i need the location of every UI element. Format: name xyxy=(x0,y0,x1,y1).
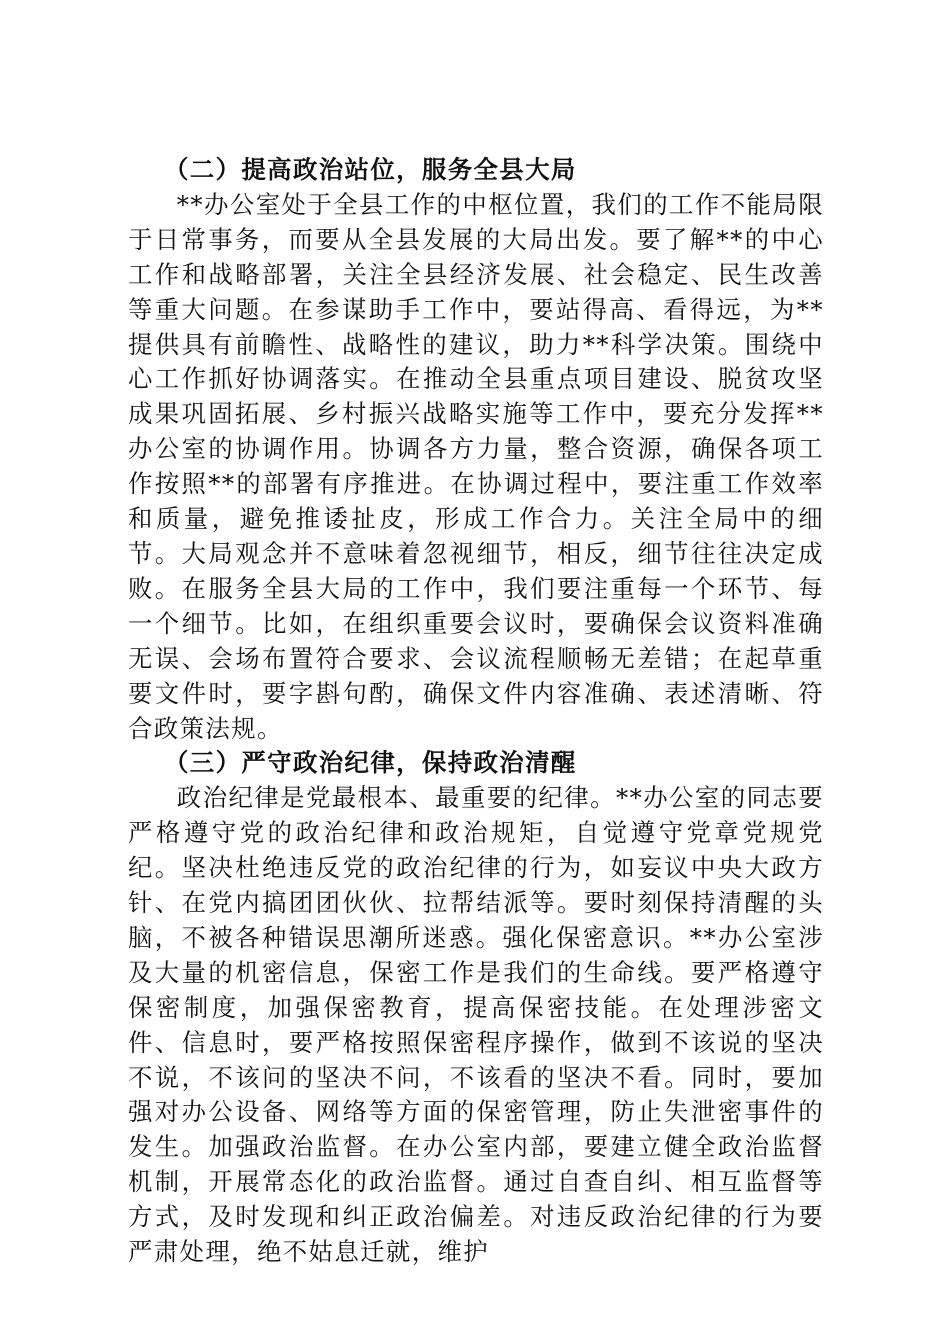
section-heading-2: （二）提高政治站位，服务全县大局 xyxy=(164,155,577,184)
section-paragraph-2: **办公室处于全县工作的中枢位置，我们的工作不能局限于日常事务，而要从全县发展的大局出发。要了解**的中心工作和战略部署，关注全县经济发展、社会稳定、民生改善等重大问题。在参谋助手工作中，要站得高、看得远，为**提供具有前瞻性、战略性的建议，助力**科学决策。围绕中心工作抓好协调落实。在推动全县重点项目建设、脱贫攻坚成果巩固拓展、乡村振兴战略实施等工作中，要充分发挥**办公室的协调作用。协调各方力量，整合资源，确保各项工作按照**的部署有序推进。在协调过程中，要注重工作效率和质量，避免推诿扯皮，形成工作合力。关注全局中的细节。大局观念并不意味着忽视细节，相反，细节往往决定成败。在服务全县大局的工作中，我们要注重每一个环节、每一个细节。比如，在组织重要会议时，要确保会议资料准确无误、会场布置符合要求、会议流程顺畅无差错；在起草重要文件时，要字斟句酌，确保文件内容准确、表述清晰、符合政策法规。 xyxy=(128,189,824,743)
section-heading-3: （三）严守政治纪律，保持政治清醒 xyxy=(164,748,577,778)
section-paragraph-3: 政治纪律是党最根本、最重要的纪律。**办公室的同志要严格遵守党的政治纪律和政治规矩，自觉遵守党章党规党纪。坚决杜绝违反党的政治纪律的行为，如妄议中央大政方针、在党内搞团团伙伙、拉帮结派等。要时刻保持清醒的头脑，不被各种错误思潮所迷惑。强化保密意识。**办公室涉及大量的机密信息，保密工作是我们的生命线。要严格遵守保密制度，加强保密教育，提高保密技能。在处理涉密文件、信息时，要严格按照保密程序操作，做到不该说的坚决不说，不该问的坚决不问，不该看的坚决不看。同时，要加强对办公设备、网络等方面的保密管理，防止失泄密事件的发生。加强政治监督。在办公室内部，要建立健全政治监督机制，开展常态化的政治监督。通过自查自纠、相互监督等方式，及时发现和纠正政治偏差。对违反政治纪律的行为要严肃处理，绝不姑息迁就，维护 xyxy=(128,783,824,1267)
document-body xyxy=(128,153,824,1270)
